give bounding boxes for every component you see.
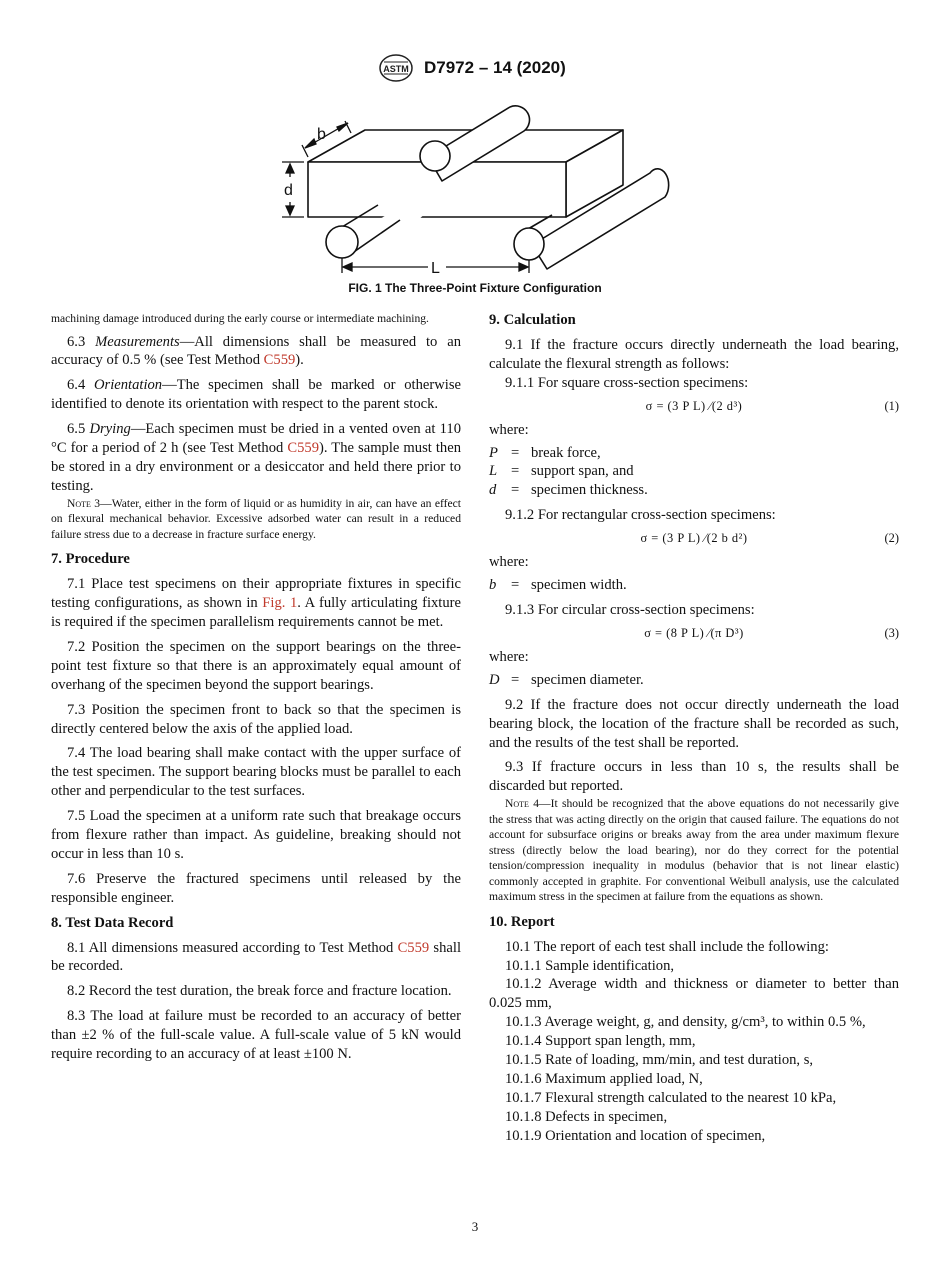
section-8-heading: 8. Test Data Record: [51, 914, 174, 931]
where-label: where:: [489, 554, 529, 571]
list-item: 10.1 The report of each test shall include the following:: [505, 938, 829, 955]
paragraph-7-3: 7.3 Position the specimen front to back so that the specimen is directly centered below the axis of the applied load.: [51, 701, 461, 737]
paragraph-9-3: 9.3 If fracture occurs in less than 10 s, the results shall be discarded but reported.: [489, 759, 899, 795]
definitions-list: [489, 671, 899, 690]
paragraph-7-6: 7.6 Preserve the fractured specimens until released by the responsible engineer.: [51, 870, 461, 906]
three-point-fixture-figure: [270, 95, 680, 280]
dimension-label-l: L: [431, 260, 440, 277]
figure-caption: FIG. 1 The Three-Point Fixture Configuration: [348, 281, 602, 295]
link-c559[interactable]: C559: [397, 939, 430, 956]
logo-text: ASTM: [383, 64, 409, 74]
document-designation: D7972 – 14 (2020): [424, 58, 566, 77]
paragraph-7-5: 7.5 Load the specimen at a uniform rate such that breakage occurs from flexure rather than impact. As guideline, breaking should not occur in less than 10 s.: [51, 808, 461, 862]
definition-row: P = break force,: [489, 444, 601, 461]
list-item: 10.1.9 Orientation and location of specimen,: [505, 1127, 766, 1144]
equation-1: σ = (3 P L) ⁄(2 d³) (1): [645, 398, 899, 413]
definition-row: D = specimen diameter.: [489, 671, 644, 688]
equation-3: σ = (8 P L) ⁄(π D³) (3): [644, 625, 899, 640]
paragraph-6-3: 6.3 Measurements—All dimensions shall be measured to an accuracy of 0.5 % (see Test Method C559).: [51, 333, 461, 369]
paragraph-9-1-2: 9.1.2 For rectangular cross-section specimens:: [505, 507, 776, 524]
link-fig-1[interactable]: Fig. 1: [262, 595, 298, 612]
link-c559[interactable]: C559: [287, 440, 319, 457]
link-c559[interactable]: C559: [263, 352, 296, 369]
where-label: where:: [489, 421, 529, 438]
right-column: [489, 311, 899, 1146]
paragraph-8-2: 8.2 Record the test duration, the break force and fracture location.: [67, 983, 452, 1000]
definition-row: b = specimen width.: [489, 577, 627, 594]
paragraph-continuation: machining damage introduced during the early course or intermediate machining.: [51, 312, 429, 325]
definition-row: d = specimen thickness.: [489, 482, 648, 499]
note-3: Note 3—Water, either in the form of liquid or as humidity in air, can have an effect on flexural mechanical behavior. Excessive adsorbed water can result in a reduced failure stress due to a decrease in fracture surface energy.: [51, 496, 461, 541]
dimension-label-b: b: [317, 126, 326, 143]
definition-row: L = support span, and: [489, 463, 634, 480]
paragraph-7-1: 7.1 Place test specimens on their appropriate fixtures in specific testing configurations, as shown in Fig. 1. A fully articulating fixture is required if the specimen parallelism requirements cannot be met.: [51, 576, 461, 630]
paragraph-6-5: 6.5 Drying—Each specimen must be dried in a vented oven at 110 °C for a period of 2 h (see Test Method C559). The sample must then be stored in a dry environment or a desiccator and held there prior to testing.: [51, 421, 461, 494]
paragraph-8-3: 8.3 The load at failure must be recorded to an accuracy of better than ±2 % of the full-scale value. A full-scale value of 5 kN would require recording to an accuracy of at least ±100 N.: [51, 1008, 461, 1063]
paragraph-7-4: 7.4 The load bearing shall make contact with the upper surface of the test specimen. The support bearing blocks must be parallel to each other and perpendicular to the test surfaces.: [51, 745, 461, 800]
list-item: 10.1.4 Support span length, mm,: [505, 1033, 696, 1050]
note-4: Note 4—It should be recognized that the above equations do not necessarily give the stress that was acting directly on the origin that caused failure. The equations do not account for subsurface origins or breaks away from the area under maximum flexure stress (directly below the load bearing), nor do they correct for the potential tension/compression inequality in modulus (behavior that is not linear elastic) commonly accepted in graphite. For conventional Weibull analysis, use the calculated maximum stress in the specimen at failure from the equations as shown.: [489, 797, 899, 904]
left-column: [51, 311, 461, 1070]
section-10-heading: 10. Report: [489, 913, 555, 930]
dimension-label-d: d: [284, 182, 293, 199]
list-item: 10.1.6 Maximum applied load, N,: [505, 1070, 703, 1087]
paragraph-7-2: 7.2 Position the specimen on the support bearings on the three-point test fixture so that there is an approximately equal amount of overhang of the specimen beyond the support bearings.: [51, 638, 461, 693]
list-item: 10.1.3 Average weight, g, and density, g/cm³, to within 0.5 %,: [505, 1014, 866, 1031]
paragraph-8-1: 8.1 All dimensions measured according to Test Method C559 shall be recorded.: [51, 939, 461, 975]
list-item: 10.1.7 Flexural strength calculated to the nearest 10 kPa,: [505, 1089, 837, 1106]
astm-logo: [378, 52, 414, 84]
paragraph-6-4: 6.4 Orientation—The specimen shall be marked or otherwise identified to denote its orientation with respect to the parent stock.: [51, 377, 461, 413]
definitions-list: [489, 576, 899, 595]
paragraph-9-1-3: 9.1.3 For circular cross-section specimens:: [505, 601, 755, 618]
list-item: 10.1.2 Average width and thickness or diameter to better than 0.025 mm,: [489, 976, 899, 1012]
report-items-list: [489, 938, 899, 1146]
paragraph-9-2: 9.2 If the fracture does not occur directly underneath the load bearing block, the location of the fracture shall be recorded as such, and the results of the test shall be reported.: [489, 696, 899, 751]
where-label: where:: [489, 648, 529, 665]
equation-2: σ = (3 P L) ⁄(2 b d²) (2): [640, 531, 899, 546]
definitions-list: [489, 444, 899, 501]
paragraph-9-1-1: 9.1.1 For square cross-section specimens:: [505, 374, 749, 391]
list-item: 10.1.8 Defects in specimen,: [505, 1108, 668, 1125]
section-9-heading: 9. Calculation: [489, 312, 576, 328]
section-7-heading: 7. Procedure: [51, 551, 130, 568]
list-item: 10.1.5 Rate of loading, mm/min, and test duration, s,: [505, 1052, 814, 1069]
paragraph-9-1: 9.1 If the fracture occurs directly underneath the load bearing, calculate the flexural strength as follows:: [489, 336, 899, 372]
list-item: 10.1.1 Sample identification,: [505, 957, 675, 974]
page-number: 3: [471, 1219, 479, 1234]
